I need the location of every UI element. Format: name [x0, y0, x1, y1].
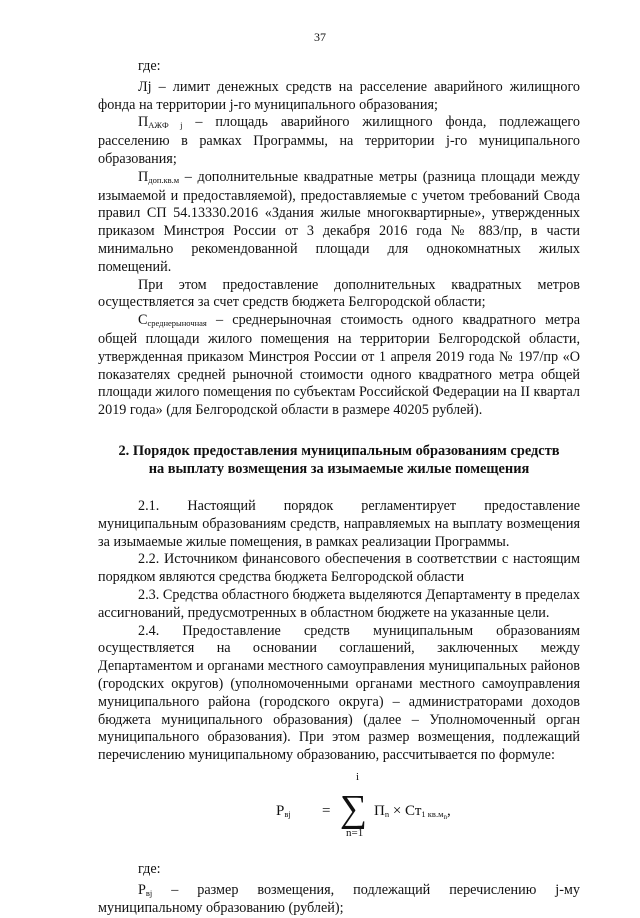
definition-symbol: П	[138, 114, 149, 131]
formula-rhs-cost: × Ст	[389, 802, 422, 819]
formula-rhs-cost-subscript: 1 кв.м	[421, 808, 444, 819]
formula-lhs-subscript: вj	[284, 808, 291, 819]
definition-text: – размер возмещения, подлежащий перечислению j-му муниципальному образованию (рублей);	[98, 881, 580, 917]
definition-lj	[98, 79, 580, 115]
paragraph-2-4: 2.4. Предоставление средств муниципальным образованиям осуществляется на основании соглашений, заключенных между Департаментом и органами местного самоуправления муниципальных районов (городских округов) (уполномоченными органами местного самоуправления муниципального района (городского округа) – администраторами доходов бюджета муниципального образования) (далее – Уполномоченный орган муниципального образования). При этом размер возмещения, подлежащий перечислению муниципальному образованию, рассчитывается по формуле:	[98, 622, 580, 764]
formula-lhs	[276, 803, 291, 820]
definition-text: – площадь аварийного жилищного фонда, подлежащего расселению в рамках Программы, на территории j-го муниципального образования;	[98, 114, 580, 167]
paragraph-2-3: 2.3. Средства областного бюджета выделяются Департаменту в пределах ассигнований, предусмотренных в областном бюджете на указанные цели.	[98, 586, 580, 621]
section-heading-line1: 2. Порядок предоставления муниципальным образованиям средств	[118, 442, 560, 459]
definition-cavg	[98, 312, 580, 420]
definition-symbol: П	[138, 168, 149, 185]
section-heading	[98, 442, 580, 478]
formula-lhs-symbol: P	[276, 802, 285, 819]
definition-text: – дополнительные квадратные метры (разница площади между изымаемой и предоставляемой), предоставляемые с учетом требований Свода правил СП 54.13330.2016 «Здания жилые многоквартирные», утвержденных приказом Минстроя России от 3 декабря 2016 года № 883/пр, в части минимально рекомендованной площади для однокомнатных жилых помещений.	[98, 168, 580, 275]
definition-text: – лимит денежных средств на расселение аварийного жилищного фонда на территории j-го муниципального образования;	[98, 78, 580, 113]
paragraph-2-1: 2.1. Настоящий порядок регламентирует предоставление муниципальным образованиям средств, направляемых на выплату возмещения за изымаемые жилые помещения, в рамках реализации Программы.	[98, 497, 580, 550]
formula-rhs-symbol: П	[374, 802, 385, 819]
formula-lower-limit: n=1	[346, 826, 364, 839]
formula-rhs-subscript: n	[384, 808, 390, 819]
section-heading-line2: на выплату возмещения за изымаемые жилые помещения	[148, 460, 530, 477]
where-label: где:	[138, 58, 161, 74]
formula-comma: ,	[446, 802, 451, 819]
formula-rhs-cost-subsubscript: n	[443, 812, 447, 821]
page-content	[98, 58, 580, 918]
definition-pazhf	[98, 114, 580, 168]
where-label-2: где:	[138, 860, 161, 877]
formula-equals: =	[322, 802, 331, 819]
definition-subscript: вj	[145, 887, 153, 898]
formula-sum-sign: ∑	[340, 787, 368, 830]
definition-pdop	[98, 169, 580, 277]
formula-rhs	[374, 803, 451, 820]
definition-subscript: доп.кв.м	[148, 174, 180, 185]
definition-symbol: Р	[138, 881, 146, 898]
definition-subscript: среднерыночная	[147, 318, 207, 329]
definition-pvj	[98, 882, 580, 918]
formula-block	[98, 770, 580, 843]
definition-symbol: Лj	[138, 78, 152, 95]
definition-note: При этом предоставление дополнительных квадратных метров осуществляется за счет средств бюджета Белгородской области;	[98, 276, 580, 311]
definition-symbol: С	[138, 312, 148, 329]
definition-text: – среднерыночная стоимость одного квадратного метра общей площади жилого помещения на территории Белгородской области, утвержденная приказом Минстроя России от 1 апреля 2019 года № 197/пр «О показателях средней рыночной стоимости одного квадратного метра общей площади жилого помещения по субъектам Российской Федерации на II квартал 2019 года» (для Белгородской области в размере 40205 рублей).	[98, 312, 580, 419]
paragraph-2-2: 2.2. Источником финансового обеспечения в соответствии с настоящим порядком являются средства бюджета Белгородской области	[98, 551, 580, 586]
definition-subscript: АЖФ j	[148, 120, 183, 131]
formula-upper-limit: i	[356, 770, 360, 783]
page-number: 37	[314, 30, 326, 44]
